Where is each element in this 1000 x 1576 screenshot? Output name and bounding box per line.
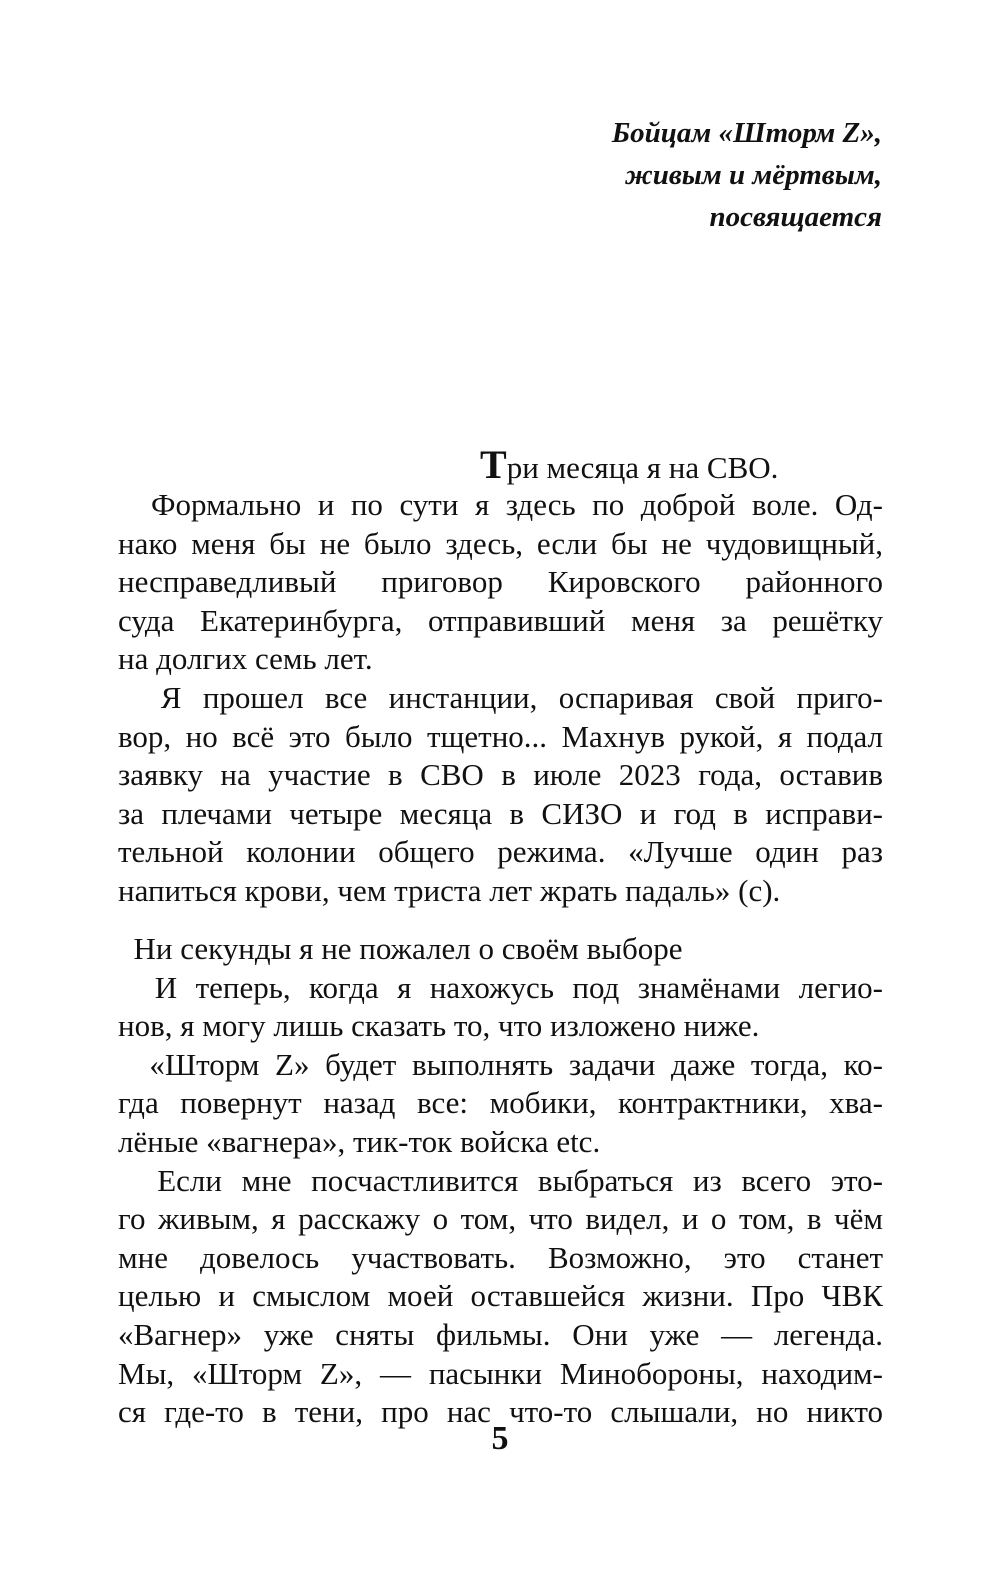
text-line: Мы, «Шторм Z», — пасынки Минобороны, находим- <box>118 1355 883 1391</box>
text-line: заявку на участие в СВО в июле 2023 года, оставив <box>118 757 883 793</box>
text-line: за плечами четыре месяца в СИЗО и год в исправи- <box>118 795 883 831</box>
text-line: ся где-то в тени, про нас что-то слышали, но никто <box>118 1394 883 1430</box>
text-line: го живым, я расскажу о том, что видел, и о том, в чём <box>118 1201 883 1237</box>
opening-text: ри месяца я на СВО. <box>506 450 779 485</box>
text-line: суда Екатеринбурга, отправивший меня за решётку <box>118 602 883 638</box>
drop-cap: Т <box>480 442 507 487</box>
text-line: Если мне посчастливится выбраться из всего это- <box>118 1162 883 1198</box>
text-line: «Шторм Z» будет выполнять задачи даже тогда, ко- <box>118 1046 883 1082</box>
text-line: целью и смыслом моей оставшейся жизни. Про ЧВК <box>118 1278 883 1314</box>
text-line: Формально и по сути я здесь по доброй воле. Од- <box>118 487 883 522</box>
text-line: несправедливый приговор Кировского районного <box>118 564 883 600</box>
opening-line <box>480 442 779 488</box>
text-line: вор, но всё это было тщетно... Махнув рукой, я подал <box>118 718 883 754</box>
body-block-2 <box>118 930 883 1432</box>
page-number: 5 <box>491 1420 509 1457</box>
body-block-1 <box>118 486 883 911</box>
text-line: Я прошел все инстанции, оспаривая свой приго- <box>118 679 883 715</box>
text-line: тельной колонии общего режима. «Лучше один раз <box>118 834 883 870</box>
epigraph-line: посвящается <box>709 201 882 233</box>
epigraph <box>612 112 882 238</box>
text-line: лёные «вагнера», тик-ток войска etc. <box>118 1123 601 1159</box>
text-line: гда повернут назад все: мобики, контрактники, хва- <box>118 1085 883 1121</box>
epigraph-line: живым и мёртвым, <box>625 159 882 191</box>
text-line: на долгих семь лет. <box>118 641 373 677</box>
text-line: напиться крови, чем триста лет жрать падаль» (с). <box>118 872 781 908</box>
epigraph-line: Бойцам «Шторм Z», <box>611 117 882 149</box>
text-line: Ни секунды я не пожалел о своём выборе <box>118 931 683 966</box>
text-line: мне довелось участвовать. Возможно, это станет <box>118 1239 883 1275</box>
text-line: нов, я могу лишь сказать то, что изложено ниже. <box>118 1008 760 1044</box>
text-line: нако меня бы не было здесь, если бы не чудовищный, <box>118 525 883 561</box>
text-line: И теперь, когда я нахожусь под знамёнами легио- <box>118 969 883 1005</box>
text-line: «Вагнер» уже сняты фильмы. Они уже — легенда. <box>118 1316 883 1352</box>
